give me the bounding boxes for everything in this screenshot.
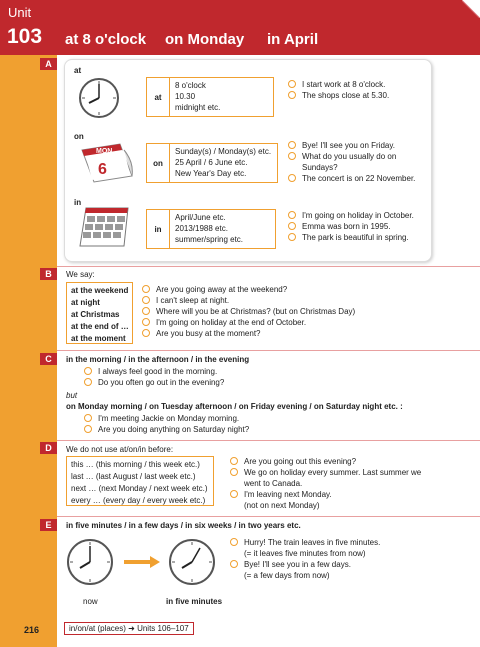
- page-number: 216: [24, 625, 40, 635]
- b-phrase: at the end of …: [71, 322, 129, 331]
- c-but: but: [66, 391, 78, 400]
- in-item: summer/spring etc.: [175, 235, 244, 244]
- title-bar: [57, 0, 480, 55]
- calendar-day: 6: [98, 161, 107, 178]
- unit-label: Unit: [8, 5, 32, 20]
- on-item: 25 April / 6 June etc.: [175, 158, 248, 167]
- calendar-page-icon: [80, 142, 136, 184]
- c-line-1: in the morning / in the afternoon / in the evening: [66, 355, 250, 364]
- bullet-icon: [84, 367, 92, 375]
- example: Are you busy at the moment?: [156, 329, 261, 338]
- bullet-icon: [288, 233, 296, 241]
- example: I'm meeting Jackie on Monday morning.: [98, 414, 240, 423]
- bullet-icon: [84, 425, 92, 433]
- example: I start work at 8 o'clock.: [302, 80, 386, 89]
- at-table: [146, 77, 274, 117]
- bullet-icon: [288, 174, 296, 182]
- bullet-icon: [142, 285, 150, 293]
- example: Bye! I'll see you on Friday.: [302, 141, 395, 150]
- clock-later-icon: [168, 538, 216, 586]
- example: Where will you be at Christmas? (but on Christmas Day): [156, 307, 356, 316]
- bullet-icon: [230, 468, 238, 476]
- bullet-icon: [230, 560, 238, 568]
- clock-later-label: in five minutes: [166, 597, 223, 606]
- cross-reference[interactable]: in/on/at (places) ➜ Units 106–107: [64, 622, 194, 635]
- d-examples: [230, 456, 421, 511]
- year-calendar-icon: [76, 206, 134, 248]
- section-d-marker: D: [40, 442, 57, 454]
- b-phrase: at the weekend: [71, 286, 129, 295]
- e-line: in five minutes / in a few days / in six weeks / in two years etc.: [66, 521, 301, 530]
- c-line-2: on Monday morning / on Tuesday afternoon / on Friday evening / on Saturday night etc. :: [66, 402, 403, 411]
- clock-now-label: now: [83, 597, 98, 606]
- on-item: Sunday(s) / Monday(s) etc.: [175, 147, 272, 156]
- example-note: (= it leaves five minutes from now): [244, 549, 366, 558]
- in-label: in: [74, 198, 82, 207]
- clock-now-icon: [66, 538, 114, 586]
- clock-icon: [78, 77, 120, 119]
- example-continued: went to Canada.: [244, 479, 303, 488]
- bullet-icon: [288, 80, 296, 88]
- calendar-month: MON: [96, 148, 113, 155]
- d-phrase: next … (next Monday / next week etc.): [71, 484, 208, 493]
- example: The park is beautiful in spring.: [302, 233, 409, 242]
- title-part-3: in April: [267, 31, 319, 48]
- bullet-icon: [142, 329, 150, 337]
- bullet-icon: [230, 490, 238, 498]
- bullet-icon: [288, 141, 296, 149]
- at-keyword: at: [147, 78, 170, 116]
- bullet-icon: [84, 378, 92, 386]
- divider: [57, 516, 480, 517]
- on-keyword: on: [147, 144, 170, 182]
- b-phrase: at Christmas: [71, 310, 120, 319]
- d-phrase: last … (last August / last week etc.): [71, 472, 196, 481]
- example: Are you doing anything on Saturday night?: [98, 425, 250, 434]
- arrow-right-icon: [124, 556, 160, 568]
- example: The shops close at 5.30.: [302, 91, 390, 100]
- divider: [57, 440, 480, 441]
- example: Are you going away at the weekend?: [156, 285, 288, 294]
- section-c-marker: C: [40, 353, 57, 365]
- bullet-icon: [288, 211, 296, 219]
- divider: [57, 350, 480, 351]
- example: I'm going on holiday in October.: [302, 211, 414, 220]
- at-item: 10.30: [175, 92, 196, 101]
- in-table: [146, 209, 276, 249]
- bullet-icon: [142, 296, 150, 304]
- example-continued: Sundays?: [302, 163, 338, 172]
- c-examples-2: [84, 413, 249, 435]
- unit-badge: [0, 0, 57, 55]
- b-phrase-box: [66, 282, 133, 344]
- bullet-icon: [84, 414, 92, 422]
- in-keyword: in: [147, 210, 170, 248]
- bullet-icon: [288, 152, 296, 160]
- d-phrase: every … (every day / every week etc.): [71, 496, 206, 505]
- example: Are you going out this evening?: [244, 457, 357, 466]
- page-curl: [462, 0, 480, 18]
- on-item: New Year's Day etc.: [175, 169, 247, 178]
- b-phrase: at the moment: [71, 334, 126, 343]
- sidebar: [0, 0, 57, 647]
- bullet-icon: [230, 457, 238, 465]
- in-item: 2013/1988 etc.: [175, 224, 228, 233]
- example: We go on holiday every summer. Last summer we: [244, 468, 422, 477]
- example: I always feel good in the morning.: [98, 367, 218, 376]
- at-label: at: [74, 66, 82, 75]
- bullet-icon: [142, 318, 150, 326]
- on-examples: [288, 140, 415, 184]
- example: I can't sleep at night.: [156, 296, 230, 305]
- at-item: 8 o'clock: [175, 81, 206, 90]
- title-part-2: on Monday: [165, 31, 245, 48]
- b-examples: [142, 284, 355, 339]
- section-a-marker: A: [40, 58, 57, 70]
- d-intro: We do not use at/on/in before:: [66, 445, 174, 454]
- on-table: [146, 143, 278, 183]
- example-note: (= a few days from now): [244, 571, 330, 580]
- example: What do you usually do on: [302, 152, 397, 161]
- b-phrase: at night: [71, 298, 100, 307]
- bullet-icon: [288, 91, 296, 99]
- d-phrase: this … (this morning / this week etc.): [71, 460, 200, 469]
- example: Emma was born in 1995.: [302, 222, 391, 231]
- title-part-1: at 8 o'clock: [65, 31, 147, 48]
- example: I'm going on holiday at the end of October.: [156, 318, 307, 327]
- example: Bye! I'll see you in a few days.: [244, 560, 351, 569]
- bullet-icon: [142, 307, 150, 315]
- unit-number: 103: [7, 25, 43, 48]
- divider: [57, 266, 480, 267]
- in-examples: [288, 210, 414, 243]
- example: I'm leaving next Monday.: [244, 490, 332, 499]
- on-label: on: [74, 132, 84, 141]
- section-e-marker: E: [40, 519, 57, 531]
- example-note: (not on next Monday): [244, 501, 320, 510]
- b-intro: We say:: [66, 270, 95, 279]
- bullet-icon: [288, 222, 296, 230]
- e-examples: [230, 537, 380, 581]
- bullet-icon: [230, 538, 238, 546]
- at-examples: [288, 79, 389, 101]
- at-item: midnight etc.: [175, 103, 221, 112]
- example: Do you often go out in the evening?: [98, 378, 225, 387]
- example: Hurry! The train leaves in five minutes.: [244, 538, 381, 547]
- d-phrase-box: [66, 456, 214, 506]
- in-item: April/June etc.: [175, 213, 226, 222]
- section-b-marker: B: [40, 268, 57, 280]
- c-examples-1: [84, 366, 224, 388]
- example: The concert is on 22 November.: [302, 174, 416, 183]
